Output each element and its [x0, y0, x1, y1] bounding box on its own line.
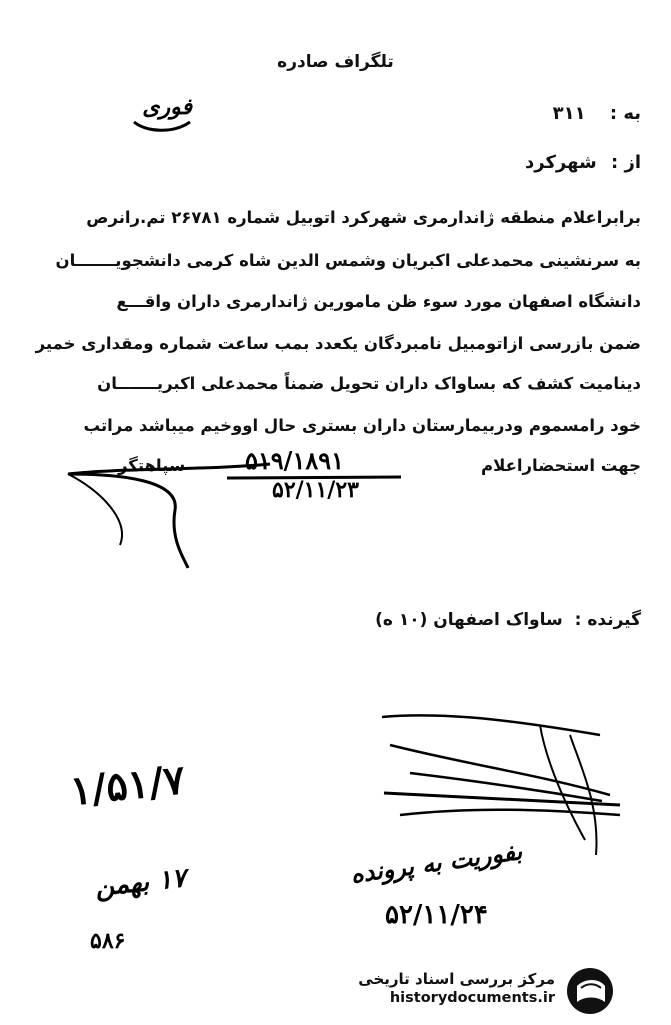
document-title: تلگراف صادره [277, 52, 394, 72]
handwritten-note: بفوریت به پرونده [348, 836, 524, 889]
archive-logo-icon [565, 966, 615, 1016]
watermark [358, 966, 615, 1016]
reference-number: ۵۱۹/۱۸۹۱ [245, 446, 344, 475]
body-line-4: ضمن بازرسی ازاتومبیل نامبردگان یکعدد بمب ساعت شماره ومقداری خمیر [35, 334, 641, 353]
handwritten-date-note: ۱۷ بهمن [93, 863, 188, 903]
body-line-6: خود رامسموم ودربیمارستان داران بستری حال اووخیم میباشد مراتب [83, 416, 641, 435]
sender-label: از : [611, 152, 641, 173]
receiver-label: گیرنده : [574, 610, 641, 630]
recipient-row [553, 103, 641, 124]
watermark-url: historydocuments.ir [389, 990, 555, 1006]
sender-value: شهرکرد [525, 152, 597, 173]
recipient-label: به : [609, 103, 641, 124]
recipient-value: ۳۱۱ [552, 103, 586, 124]
handwritten-small-number: ۵۸۶ [90, 928, 126, 954]
body-line-7: جهت استحضاراعلام [480, 456, 641, 475]
body-line-5: دینامیت کشف که بساواک داران تحویل ضمناً محمدعلی اکبریـــــــان [97, 374, 641, 393]
receiver-value: ساواک اصفهان (۱۰ ه) [375, 610, 563, 630]
reference-date: ۵۲/۱۱/۲۳ [272, 477, 359, 503]
body-line-3: دانشگاه اصفهان مورد سوء ظن مامورین ژاندارمری داران واقـــع [116, 292, 641, 311]
watermark-title: مرکز بررسی اسناد تاریخی [358, 970, 555, 988]
body-line-1: برابراعلام منطقه ژاندارمری شهرکرد اتوبیل شماره ۲۶۷۸۱ تم.رانرص [86, 208, 641, 227]
body-line-2: به سرنشینی محمدعلی اکبریان وشمس الدین شاه کرمی دانشجویـــــــان [55, 251, 641, 270]
sender-row [525, 152, 641, 173]
handwritten-note-date: ۵۲/۱۱/۲۴ [385, 900, 488, 930]
urgent-stamp-text: فوری [142, 94, 192, 120]
urgent-stamp [128, 92, 198, 137]
signer-name: سپاهتگر [118, 456, 186, 475]
handwritten-number: ۱/۵۱/۷ [67, 756, 188, 815]
signature-stroke-icon [60, 450, 280, 580]
receiver-row [375, 610, 641, 630]
